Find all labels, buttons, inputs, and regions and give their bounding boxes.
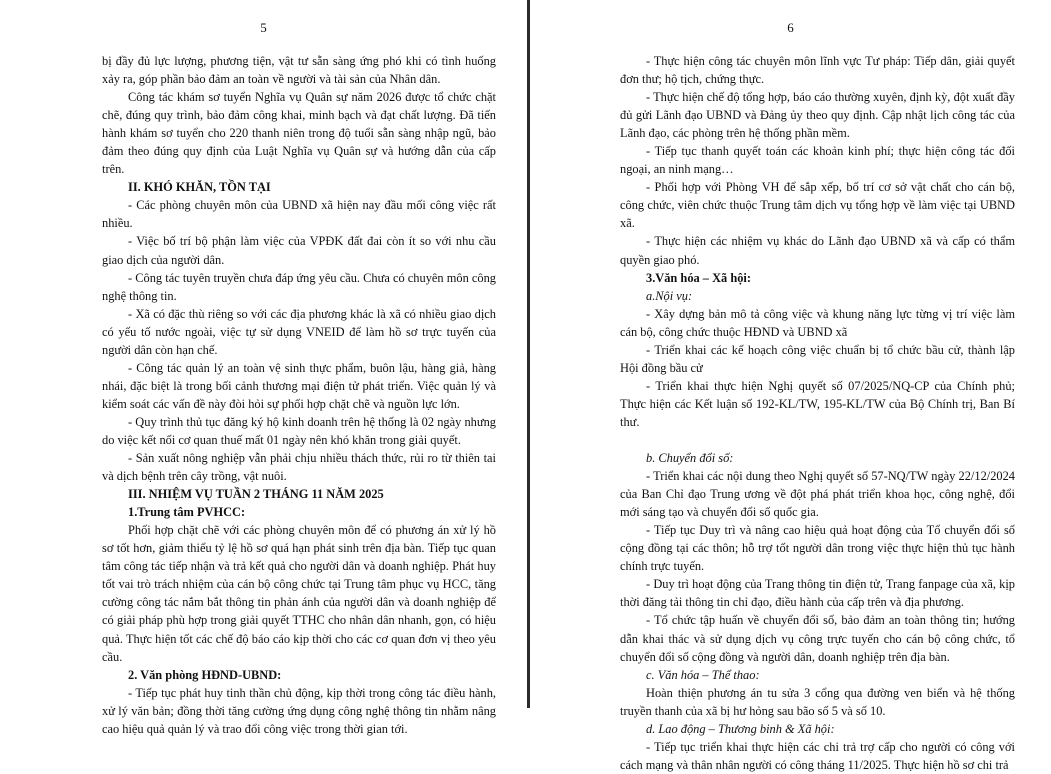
- paragraph: Hoàn thiện phương án tu sửa 3 cổng qua đường ven biển và hệ thống truyền thanh của xã bị hư hỏng sau bão số 5 và số 10.: [620, 685, 1015, 718]
- paragraph: - Thực hiện các nhiệm vụ khác do Lãnh đạo UBND xã và cấp có thẩm quyền giao phó.: [620, 234, 1015, 267]
- paragraph: - Công tác quản lý an toàn vệ sinh thực phẩm, buôn lậu, hàng giả, hàng nhái, đặc biệt là trong bối cảnh thương mại điện tử phát triển. Việc quản lý và kiểm soát các vấn đề này đòi hỏi sự phối hợp chặt chẽ và nguồn lực lớn.: [102, 360, 496, 411]
- paragraph: bị đầy đủ lực lượng, phương tiện, vật tư sẵn sàng ứng phó khi có tình huống xảy ra, góp phần bảo đảm an toàn về người và tài sản của Nhân dân.: [102, 54, 496, 87]
- paragraph: - Việc bố trí bộ phận làm việc của VPĐK đất đai còn ít so với nhu cầu giao dịch của người dân.: [102, 234, 496, 267]
- paragraph: - Công tác tuyên truyền chưa đáp ứng yêu cầu. Chưa có chuyên môn công nghệ thông tin.: [102, 270, 496, 303]
- subsection-heading: a.Nội vụ:: [646, 288, 693, 303]
- paragraph: - Duy trì hoạt động của Trang thông tin điện tử, Trang fanpage của xã, kịp thời đăng tải thông tin chỉ đạo, điều hành của cấp trên và địa phương.: [620, 577, 1015, 610]
- subsection-heading: b. Chuyển đổi số:: [646, 451, 734, 466]
- paragraph: Công tác khám sơ tuyển Nghĩa vụ Quân sự năm 2026 được tổ chức chặt chẽ, đúng quy trình, bảo đảm công khai, minh bạch và đạt chất lượng. Đã tiến hành khám sơ tuyển cho 220 thanh niên trong độ tuổi sẵn sàng nhập ngũ, bảo đảm theo đúng quy định của Luật Nghĩa vụ Quân sự và hướng dẫn của cấp trên.: [102, 90, 496, 177]
- page-number: 5: [260, 20, 267, 35]
- section-heading: 1.Trung tâm PVHCC:: [128, 505, 246, 520]
- section-heading: III. NHIỆM VỤ TUẦN 2 THÁNG 11 NĂM 2025: [128, 487, 384, 502]
- page-body: [102, 52, 496, 738]
- paragraph: - Triển khai thực hiện Nghị quyết số 07/2025/NQ-CP của Chính phủ; Thực hiện các Kết luận số 192-KL/TW, 195-KL/TW của Bộ Chính trị, Ban Bí thư.: [620, 378, 1015, 429]
- subsection-heading: d. Lao động – Thương binh & Xã hội:: [646, 721, 835, 736]
- section-heading: II. KHÓ KHĂN, TỒN TẠI: [128, 180, 271, 195]
- document-page-left: [0, 0, 527, 736]
- paragraph: - Tiếp tục phát huy tinh thần chủ động, kịp thời trong công tác điều hành, xử lý văn bản; đồng thời tăng cường ứng dụng công nghệ thông tin nhằm nâng cao hiệu quả quản lý và trao đổi công việc trong thời gian tới.: [102, 685, 496, 736]
- section-heading: 2. Văn phòng HĐND-UBND:: [128, 667, 282, 682]
- page-body: [620, 52, 1015, 774]
- paragraph: - Phối hợp với Phòng VH để sắp xếp, bố trí cơ sở vật chất cho cán bộ, công chức, viên chức thuộc Trung tâm dịch vụ tổng hợp về làm việc tại UBND xã.: [620, 180, 1015, 231]
- document-page-right: [530, 0, 1051, 772]
- section-heading: 3.Văn hóa – Xã hội:: [646, 270, 751, 285]
- paragraph: - Thực hiện công tác chuyên môn lĩnh vực Tư pháp: Tiếp dân, giải quyết đơn thư; hộ tịch, chứng thực.: [620, 54, 1015, 87]
- paragraph: - Thực hiện chế độ tổng hợp, báo cáo thường xuyên, định kỳ, đột xuất đầy đủ gửi Lãnh đạo UBND và Đảng ủy theo quy định. Cập nhật lịch công tác của Lãnh đạo, các phòng trên hệ thống phần mềm.: [620, 90, 1015, 141]
- paragraph: - Triển khai các nội dung theo Nghị quyết số 57-NQ/TW ngày 22/12/2024 của Ban Chỉ đạo Trung ương về đột phá phát triển khoa học, công nghệ, đổi mới sáng tạo và chuyển đổi số quốc gia.: [620, 469, 1015, 520]
- page-number: 6: [787, 20, 794, 35]
- paragraph: - Triển khai các kế hoạch công việc chuẩn bị tổ chức bầu cử, thành lập Hội đồng bầu cử: [620, 342, 1015, 375]
- paragraph: [620, 431, 1015, 449]
- paragraph: - Xây dựng bản mô tả công việc và khung năng lực từng vị trí việc làm cán bộ, công chức thuộc HĐND và UBND xã: [620, 306, 1015, 339]
- paragraph: - Tổ chức tập huấn về chuyển đổi số, bảo đảm an toàn thông tin; hướng dẫn khai thác và sử dụng dịch vụ công trực tuyến cho cán bộ công chức, tổ chuyển đổi số cộng đồng và người dân, doanh nghiệp trên địa bàn.: [620, 613, 1015, 664]
- paragraph: - Quy trình thủ tục đăng ký hộ kinh doanh trên hệ thống là 02 ngày nhưng do việc kết nối cơ quan thuế mất 01 ngày nên khó khăn trong giải quyết.: [102, 414, 496, 447]
- paragraph: Phối hợp chặt chẽ với các phòng chuyên môn để có phương án xử lý hồ sơ tốt hơn, giảm thiểu tỷ lệ hồ sơ quá hạn phát sinh trên địa bàn. Tiếp tục quan tâm công tác tiếp nhận và trả kết quả cho người dân và doanh nghiệp. Phát huy tốt vai trò trách nhiệm của cán bộ công chức tại Trung tâm phục vụ HCC, tăng cường công tác nắm bắt thông tin phản ánh của người dân và doanh nghiệp để có giải pháp phù hợp trong giải quyết TTHC cho nhân dân nhanh, gọn, có hiệu quả. Thực hiện tốt các chế độ báo cáo kịp thời cho các cơ quan đơn vị theo yêu cầu.: [102, 523, 496, 664]
- paragraph: - Xã có đặc thù riêng so với các địa phương khác là xã có nhiều giao dịch có yếu tố nước ngoài, việc tự sử dụng VNEID để làm hồ sơ trực tuyến của người dân còn hạn chế.: [102, 306, 496, 357]
- paragraph: - Sản xuất nông nghiệp vẫn phải chịu nhiều thách thức, rủi ro từ thiên tai và dịch bệnh trên cây trồng, vật nuôi.: [102, 451, 496, 484]
- paragraph: - Các phòng chuyên môn của UBND xã hiện nay đầu mối công việc rất nhiều.: [102, 198, 496, 231]
- subsection-heading: c. Văn hóa – Thể thao:: [646, 667, 760, 682]
- paragraph: - Tiếp tục Duy trì và nâng cao hiệu quả hoạt động của Tổ chuyển đổi số cộng đồng tại các thôn; hỗ trợ tốt người dân trong việc thực hiện thủ tục hành chính trực tuyến.: [620, 523, 1015, 574]
- paragraph: - Tiếp tục thanh quyết toán các khoản kinh phí; thực hiện công tác đối ngoại, an ninh mạng…: [620, 144, 1015, 177]
- paragraph: - Tiếp tục triển khai thực hiện các chi trả trợ cấp cho người có công với cách mạng và thân nhân người có công tháng 11/2025. Thực hiện hồ sơ chi trả: [620, 739, 1015, 772]
